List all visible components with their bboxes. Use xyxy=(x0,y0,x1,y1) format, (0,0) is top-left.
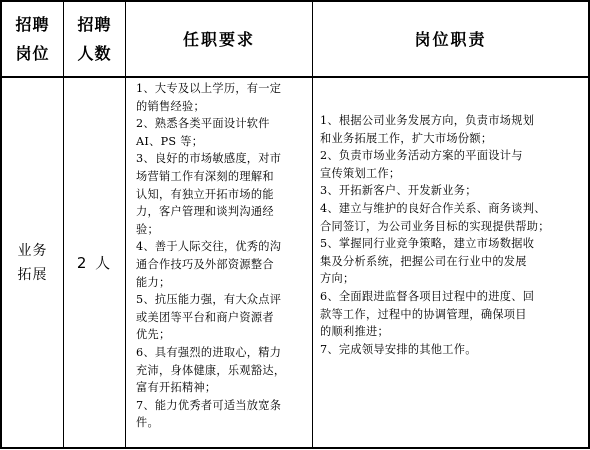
duty-line: 合同签订，为公司业务目标的实现提供帮助； xyxy=(320,219,550,233)
duty-line: 和业务拓展工作，扩大市场份额； xyxy=(320,131,493,145)
requirements-list xyxy=(136,80,312,432)
header-count-line1: 招聘 xyxy=(77,15,112,34)
duty-line: 的顺利推进； xyxy=(320,325,389,339)
requirement-line: 场营销工作有深刻的理解和 xyxy=(136,169,274,183)
header-count-line2: 人数 xyxy=(77,44,112,63)
duties-list xyxy=(320,112,588,358)
requirement-line: 6、具有强烈的进取心，精力 xyxy=(136,345,282,359)
header-position-line2: 岗位 xyxy=(15,44,50,63)
requirement-line: 验； xyxy=(136,222,159,236)
count-cell xyxy=(64,78,125,447)
requirement-line: 力，客户管理和谈判沟通经 xyxy=(136,205,274,219)
requirement-line: 7、能力优秀者可适当放宽条 xyxy=(136,398,282,412)
requirement-line: 件。 xyxy=(136,416,159,430)
requirement-line: 认知，有独立开拓市场的能 xyxy=(136,187,274,201)
duty-line: 5、掌握同行业竞争策略，建立市场数据收 xyxy=(320,237,535,251)
requirement-line: 的销售经验； xyxy=(136,99,205,113)
requirement-line: 2、熟悉各类平面设计软件 xyxy=(136,117,270,131)
requirement-line: 4、善于人际交往，优秀的沟 xyxy=(136,240,282,254)
border-bottom xyxy=(0,447,590,449)
count-value: 2 人 xyxy=(76,254,113,272)
requirement-line: 能力； xyxy=(136,275,171,289)
position-cell xyxy=(2,78,63,447)
requirements-cell xyxy=(126,80,312,447)
duties-cell xyxy=(313,112,588,447)
header-requirements xyxy=(126,2,312,76)
position-line1: 业务 xyxy=(17,242,48,259)
duty-line: 2、负责市场业务活动方案的平面设计与 xyxy=(320,149,523,163)
header-duties xyxy=(313,2,588,76)
duty-line: 款等工作，过程中的协调管理，确保项目 xyxy=(320,307,527,321)
header-duties-label: 岗位职责 xyxy=(414,29,487,49)
duty-line: 4、建立与维护的良好合作关系、商务谈判、 xyxy=(320,201,546,215)
duty-line: 3、开拓新客户、开发新业务； xyxy=(320,184,477,198)
header-position xyxy=(2,2,63,76)
duty-line: 6、全面跟进监督各项目过程中的进度、回 xyxy=(320,289,535,303)
header-requirements-label: 任职要求 xyxy=(182,29,255,49)
requirement-line: 充沛，身体健康，乐观豁达， xyxy=(136,363,286,377)
duty-line: 7、完成领导安排的其他工作。 xyxy=(320,342,477,356)
requirement-line: 或美团等平台和商户资源者 xyxy=(136,310,274,324)
position-line2: 拓展 xyxy=(17,266,48,283)
requirement-line: 3、良好的市场敏感度，对市 xyxy=(136,152,282,166)
duty-line: 1、根据公司业务发展方向，负责市场规划 xyxy=(320,114,535,127)
requirement-line: AI、PS 等； xyxy=(136,134,204,148)
header-count xyxy=(64,2,125,76)
requirement-line: 5、抗压能力强，有大众点评 xyxy=(136,293,282,307)
duty-line: 宣传策划工作； xyxy=(320,166,401,180)
duty-line: 方向； xyxy=(320,272,355,286)
requirement-line: 通合作技巧及外部资源整合 xyxy=(136,257,274,271)
requirement-line: 优先； xyxy=(136,328,171,342)
requirement-line: 1、大专及以上学历，有一定 xyxy=(136,82,282,95)
duty-line: 集及分析系统，把握公司在行业中的发展 xyxy=(320,254,527,268)
requirement-line: 富有开拓精神； xyxy=(136,381,217,395)
header-position-line1: 招聘 xyxy=(15,15,50,34)
